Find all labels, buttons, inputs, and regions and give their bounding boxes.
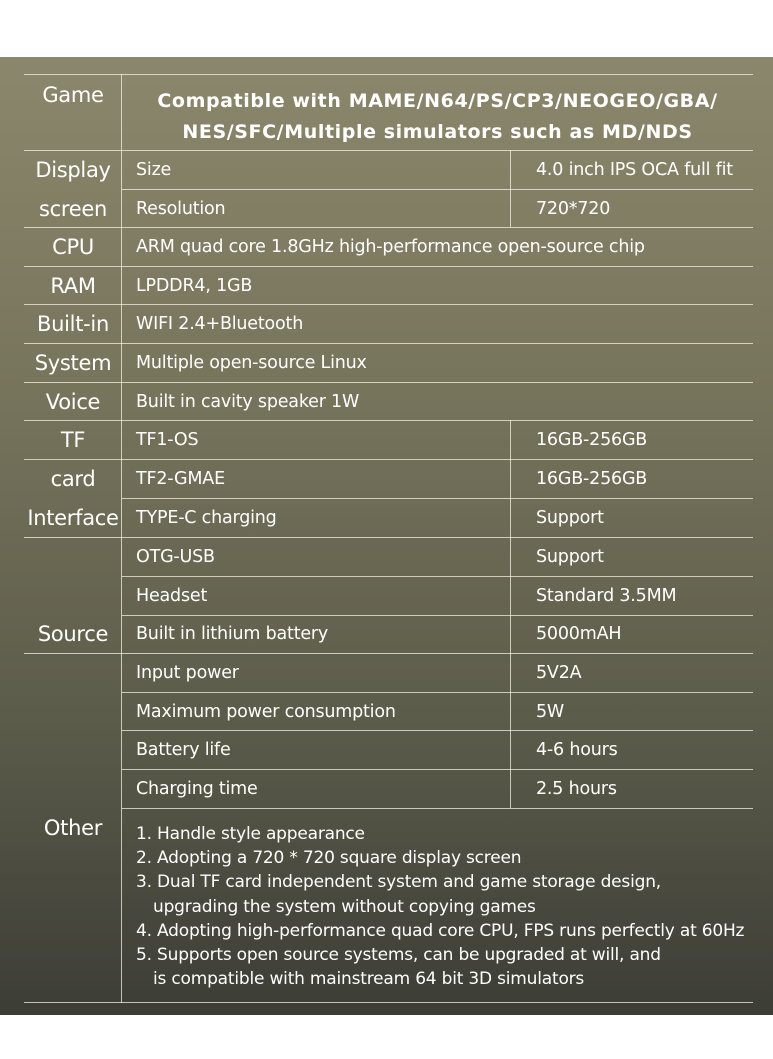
charging-time-value: 2.5 hours <box>536 779 617 799</box>
tf2-label: TF2-GMAE <box>136 469 225 489</box>
list-item: 2. Adopting a 720 * 720 square display screen <box>136 848 522 869</box>
row-divider <box>122 808 753 809</box>
column-divider <box>510 150 511 227</box>
row-divider <box>24 266 753 267</box>
game-compatibility <box>122 86 753 148</box>
tf1-value: 16GB-256GB <box>536 430 648 450</box>
cpu-value: ARM quad core 1.8GHz high-performance open-source chip <box>136 237 645 257</box>
typec-label: TYPE-C charging <box>136 508 277 528</box>
row-divider <box>24 74 753 75</box>
row-divider <box>24 304 753 305</box>
system-value: Multiple open-source Linux <box>136 353 367 373</box>
spec-panel <box>0 57 773 1015</box>
category-tf-card: card <box>50 467 96 491</box>
category-tf: TF <box>60 428 86 452</box>
category-source: Source <box>37 622 109 646</box>
other-features-list <box>136 822 744 991</box>
max-power-value: 5W <box>536 702 565 722</box>
category-display-screen: screen <box>38 197 107 221</box>
display-resolution-label: Resolution <box>136 199 226 219</box>
ram-value: LPDDR4, 1GB <box>136 276 253 296</box>
voice-value: Built in cavity speaker 1W <box>136 392 360 412</box>
list-item-continuation: is compatible with mainstream 64 bit 3D simulators <box>153 969 585 990</box>
headset-value: Standard 3.5MM <box>536 586 677 606</box>
category-interface: Interface <box>27 506 119 530</box>
display-size-label: Size <box>136 160 172 180</box>
category-ram: RAM <box>50 274 96 298</box>
list-item-continuation: upgrading the system without copying games <box>153 896 536 917</box>
tf2-value: 16GB-256GB <box>536 469 648 489</box>
list-item: 5. Supports open source systems, can be upgraded at will, and <box>136 945 661 966</box>
headset-label: Headset <box>136 586 208 606</box>
category-other: Other <box>43 816 103 840</box>
category-voice: Voice <box>45 390 101 414</box>
game-compatibility-line1: Compatible with MAME/N64/PS/CP3/NEOGEO/GBA/ <box>157 90 718 112</box>
input-power-value: 5V2A <box>536 663 582 683</box>
category-builtin: Built-in <box>37 312 109 336</box>
tf1-label: TF1-OS <box>136 430 199 450</box>
battery-life-value: 4-6 hours <box>536 740 618 760</box>
row-divider <box>24 1002 753 1003</box>
battery-life-label: Battery life <box>136 740 231 760</box>
spec-table <box>24 74 753 1003</box>
game-compatibility-line2: NES/SFC/Multiple simulators such as MD/NDS <box>182 121 693 143</box>
builtin-value: WIFI 2.4+Bluetooth <box>136 314 304 334</box>
list-item: 3. Dual TF card independent system and game storage design, <box>136 872 661 893</box>
max-power-label: Maximum power consumption <box>136 702 396 722</box>
battery-label: Built in lithium battery <box>136 624 329 644</box>
list-item: 4. Adopting high-performance quad core CPU, FPS runs perfectly at 60Hz <box>136 920 745 941</box>
category-display: Display <box>35 158 111 182</box>
category-game: Game <box>42 83 104 107</box>
battery-value: 5000mAH <box>536 624 622 644</box>
typec-value: Support <box>536 508 604 528</box>
column-divider <box>510 420 511 808</box>
category-system: System <box>34 351 112 375</box>
otg-value: Support <box>536 547 604 567</box>
category-cpu: CPU <box>52 235 94 259</box>
list-item: 1. Handle style appearance <box>136 824 365 844</box>
otg-label: OTG-USB <box>136 547 215 567</box>
display-resolution-value: 720*720 <box>536 199 611 219</box>
row-divider <box>24 382 753 383</box>
row-divider <box>24 343 753 344</box>
row-divider <box>24 537 753 538</box>
charging-time-label: Charging time <box>136 779 258 799</box>
row-divider <box>24 653 753 654</box>
display-size-value: 4.0 inch IPS OCA full fit <box>536 160 733 180</box>
input-power-label: Input power <box>136 663 239 683</box>
